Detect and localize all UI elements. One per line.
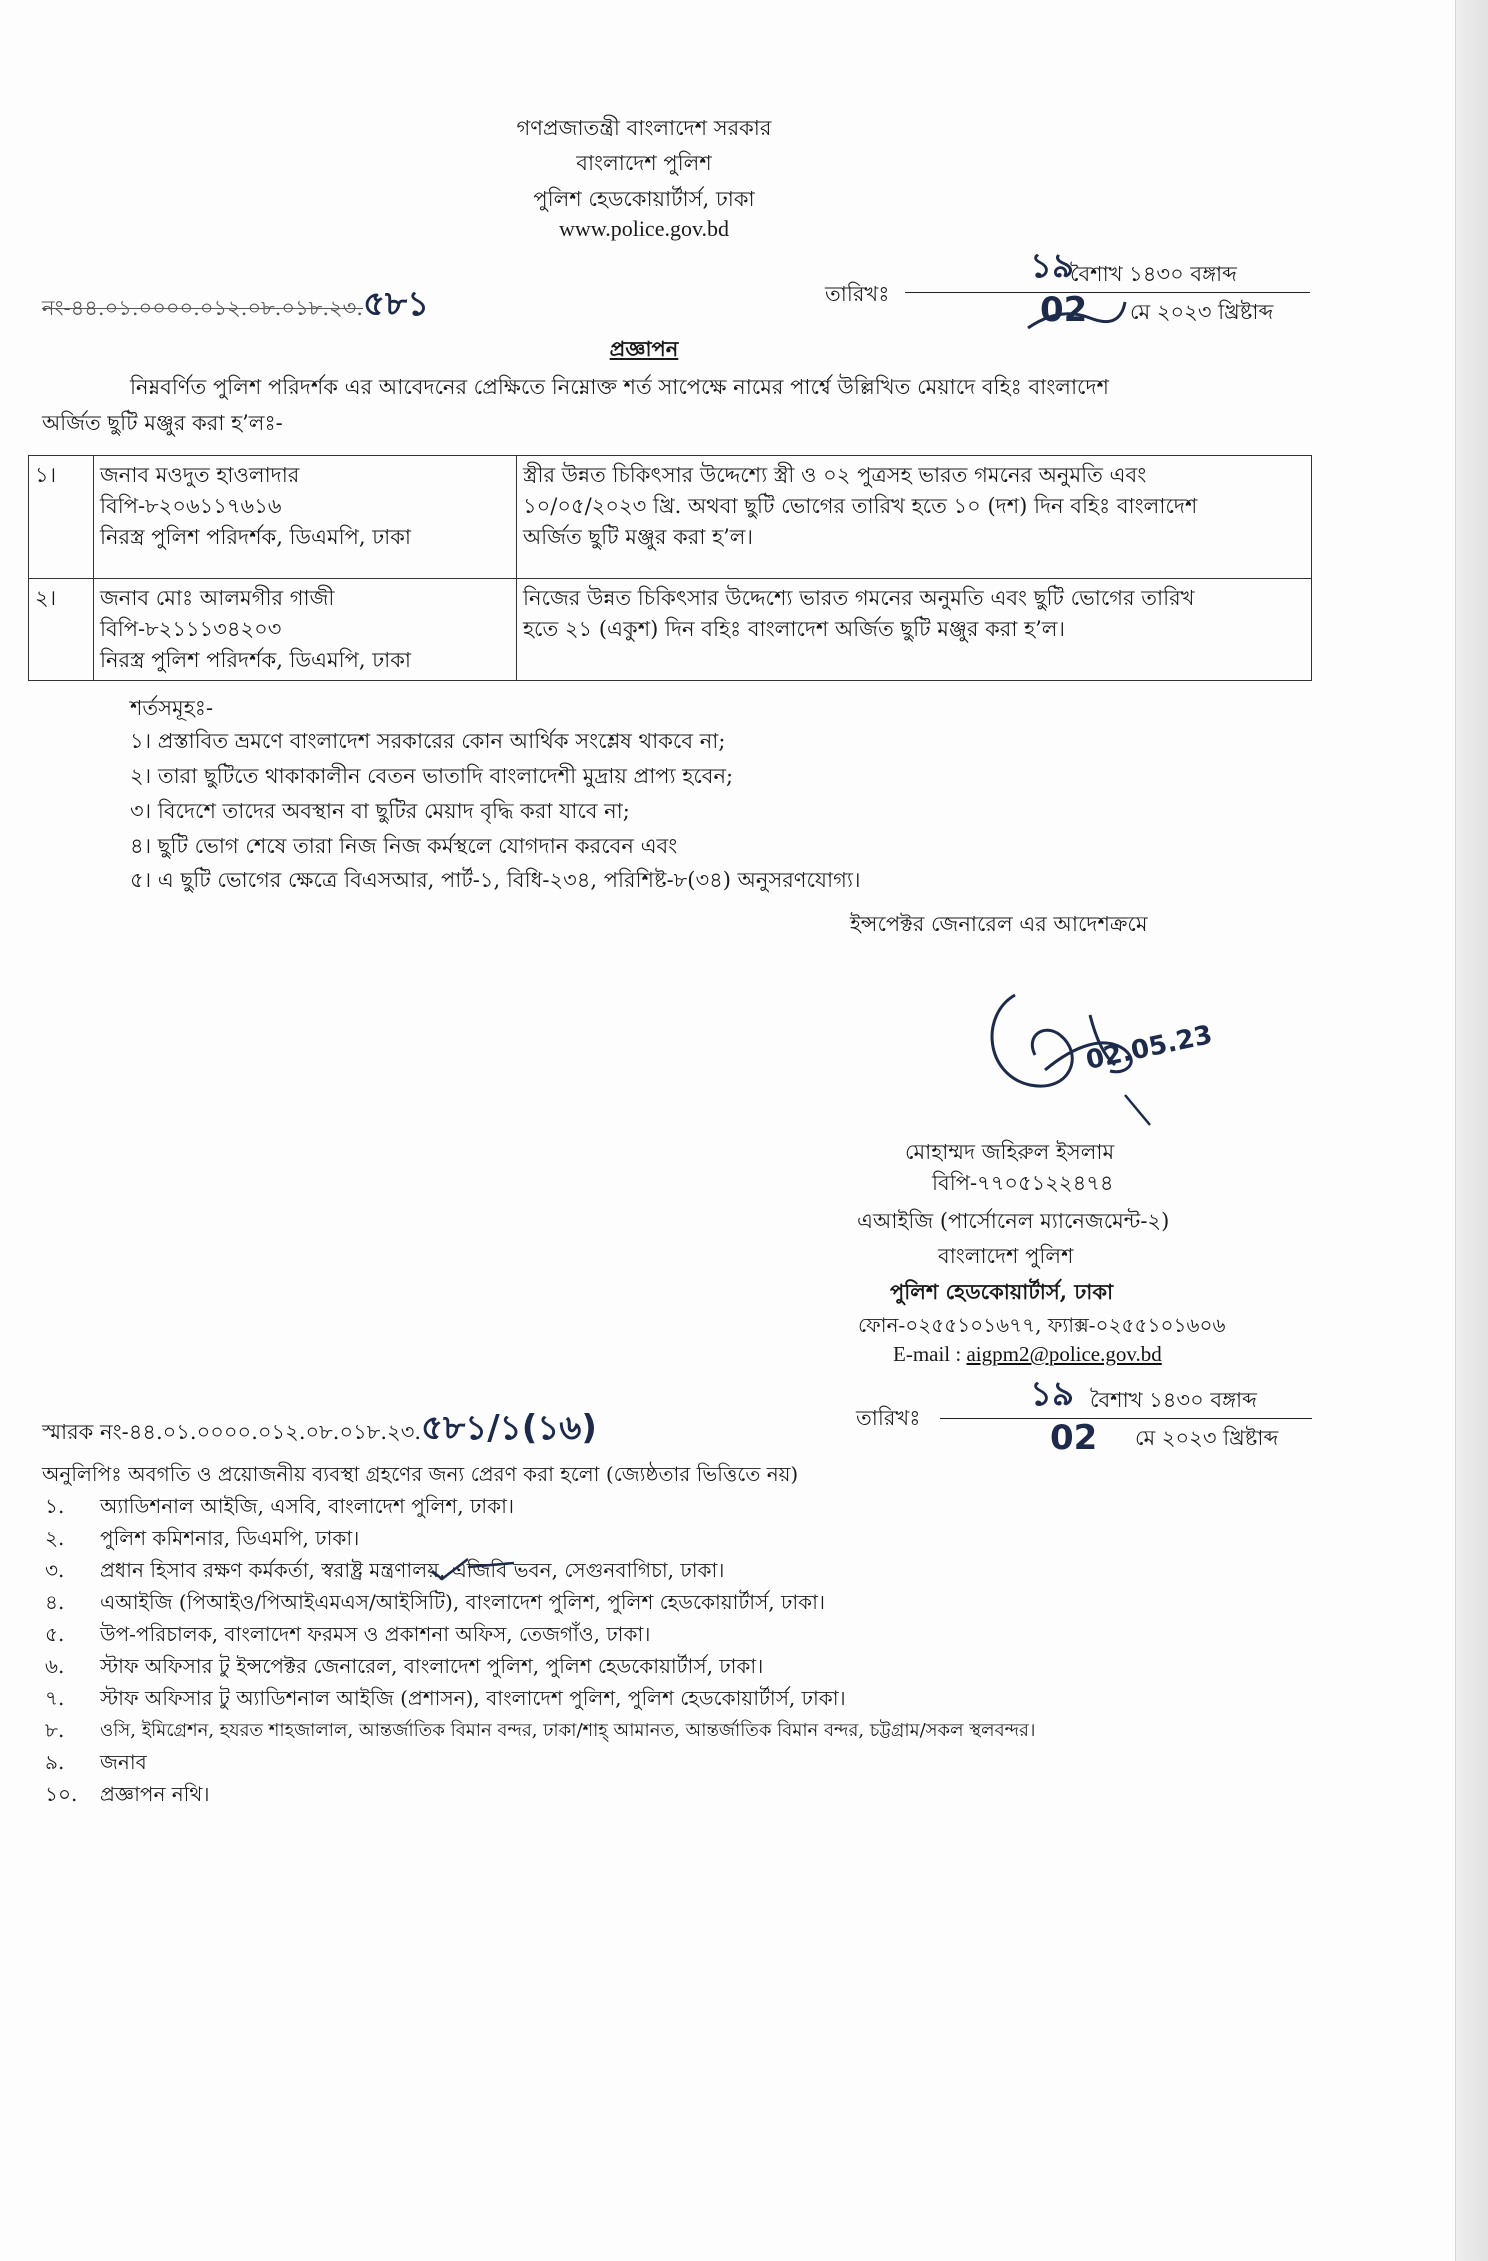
copy-num: ৩. <box>45 1558 65 1582</box>
signature-date: 02.05.23 <box>1083 1019 1216 1077</box>
website: www.police.gov.bd <box>558 216 730 241</box>
copy-item: পুলিশ কমিশনার, ডিএমপি, ঢাকা। <box>100 1526 360 1550</box>
memo2-number-handwritten: ৫৮১/১(১৬) <box>421 1408 597 1448</box>
copies-intro: অনুলিপিঃ অবগতি ও প্রয়োজনীয় ব্যবস্থা গ্রহণের জন্য প্রেরণ করা হলো (জ্যেষ্ঠতার ভিত্তিতে নয়) <box>42 1462 799 1486</box>
leave-line: নিজের উন্নত চিকিৎসার উদ্দেশ্যে ভারত গমনের অনুমতি এবং ছুটি ভোগের তারিখ <box>523 586 1195 610</box>
signatory-name: মোহাম্মদ জহিরুল ইসলাম <box>905 1140 1115 1164</box>
table-row <box>29 456 1312 579</box>
handwritten-tick <box>428 1553 518 1583</box>
memo2-date-divider <box>940 1418 1312 1419</box>
copy-item: প্রজ্ঞাপন নথি। <box>100 1782 210 1806</box>
officer-cell <box>94 456 517 579</box>
copy-num: ৬. <box>45 1654 65 1678</box>
leave-details-cell <box>517 579 1312 681</box>
copy-item: অ্যাডিশনাল আইজি, এসবি, বাংলাদেশ পুলিশ, ঢাকা। <box>100 1494 515 1518</box>
copy-num: ৫. <box>45 1622 65 1646</box>
date-bangla: বৈশাখ ১৪৩০ বঙ্গাব্দ <box>1070 262 1237 286</box>
org-name: বাংলাদেশ পুলিশ <box>576 151 712 175</box>
memo-number-handwritten: ৫৮১ <box>362 284 430 324</box>
memo2-date-label: তারিখঃ <box>856 1406 921 1430</box>
copy-item: এআইজি (পিআইও/পিআইএমএস/আইসিটি), বাংলাদেশ পুলিশ, পুলিশ হেডকোয়ার্টার্স, ঢাকা। <box>100 1590 826 1614</box>
conditions-heading: শর্তসমূহঃ- <box>130 696 214 720</box>
leave-line: হতে ২১ (একুশ) দিন বহিঃ বাংলাদেশ অর্জিত ছুটি মঞ্জুর করা হ’ল। <box>523 617 1065 641</box>
email-link[interactable]: aigpm2@police.gov.bd <box>966 1342 1162 1366</box>
memo2-date-english: মে ২০২৩ খ্রিষ্টাব্দ <box>1135 1426 1279 1450</box>
memo-number: নং-৪৪.০১.০০০০.০১২.০৮.০১৮.২৩.৫৮১ <box>42 284 430 324</box>
date-english-handwritten: 02 <box>1040 290 1088 330</box>
leave-table <box>28 455 1312 681</box>
copy-item: স্টাফ অফিসার টু অ্যাডিশনাল আইজি (প্রশাসন), বাংলাদেশ পুলিশ, পুলিশ হেডকোয়ার্টার্স, ঢাকা। <box>100 1686 846 1710</box>
date-english: মে ২০২৩ খ্রিষ্টাব্দ <box>1130 300 1274 324</box>
copy-item: ওসি, ইমিগ্রেশন, হযরত শাহজালাল, আন্তর্জাতিক বিমান বন্দর, ঢাকা/শাহ্ আমানত, আন্তর্জাতিক বিমান বন্দর, চট্টগ্রাম/সকল স্থলবন্দর। <box>100 1720 1036 1741</box>
table-row <box>29 579 1312 681</box>
copy-num: ১০. <box>45 1782 78 1806</box>
memo2-date-bangla: বৈশাখ ১৪৩০ বঙ্গাব্দ <box>1090 1388 1257 1412</box>
memo2-date-bangla-handwritten: ১৯ <box>1030 1374 1075 1414</box>
copy-item: জনাব <box>100 1750 147 1774</box>
condition-item: ৩। বিদেশে তাদের অবস্থান বা ছুটির মেয়াদ বৃদ্ধি করা যাবে না; <box>130 799 630 823</box>
condition-item: ৫। এ ছুটি ভোগের ক্ষেত্রে বিএসআর, পার্ট-১, বিধি-২৩৪, পরিশিষ্ট-৮(৩৪) অনুসরণযোগ্য। <box>130 868 861 892</box>
condition-item: ৪। ছুটি ভোগ শেষে তারা নিজ নিজ কর্মস্থলে যোগদান করবেন এবং <box>130 834 678 858</box>
notice-title: প্রজ্ঞাপন <box>609 336 679 361</box>
notice-intro-line2: অর্জিত ছুটি মঞ্জুর করা হ’লঃ- <box>42 411 283 435</box>
leave-line: ১০/০৫/২০২৩ খ্রি. অথবা ছুটি ভোগের তারিখ হতে ১০ (দশ) দিন বহিঃ বাংলাদেশ <box>523 494 1198 518</box>
officer-bp: বিপি-৮২০৬১১৭৬১৬ <box>100 494 282 518</box>
page-edge <box>1455 0 1488 2261</box>
copy-num: ৭. <box>45 1686 65 1710</box>
copy-num: ৪. <box>45 1590 65 1614</box>
signatory-designation: এআইজি (পার্সোনেল ম্যানেজমেন্ট-২) <box>857 1209 1170 1233</box>
copy-num: ৮. <box>45 1718 65 1742</box>
copy-num: ১. <box>45 1494 65 1518</box>
condition-item: ১। প্রস্তাবিত ভ্রমণে বাংলাদেশ সরকারের কোন আর্থিক সংশ্লেষ থাকবে না; <box>130 729 726 753</box>
leave-line: স্ত্রীর উন্নত চিকিৎসার উদ্দেশ্যে স্ত্রী ও ০২ পুত্রসহ ভারত গমনের অনুমতি এবং <box>523 463 1147 487</box>
officer-designation: নিরস্ত্র পুলিশ পরিদর্শক, ডিএমপি, ঢাকা <box>100 648 412 672</box>
leave-details-cell <box>517 456 1312 579</box>
signatory-office: পুলিশ হেডকোয়ার্টার্স, ঢাকা <box>890 1279 1114 1304</box>
office-name: পুলিশ হেডকোয়ার্টার্স, ঢাকা <box>533 187 755 211</box>
copy-item: স্টাফ অফিসার টু ইন্সপেক্টর জেনারেল, বাংলাদেশ পুলিশ, পুলিশ হেডকোয়ার্টার্স, ঢাকা। <box>100 1654 764 1678</box>
officer-cell <box>94 579 517 681</box>
notice-intro-line1: নিম্নবর্ণিত পুলিশ পরিদর্শক এর আবেদনের প্রেক্ষিতে নিম্নোক্ত শর্ত সাপেক্ষে নামের পার্শ্বে উল্লিখিত মেয়াদে বহিঃ বাংলাদেশ <box>130 375 1109 399</box>
memo2-number: স্মারক নং-৪৪.০১.০০০০.০১২.০৮.০১৮.২৩.৫৮১/১(১৬) <box>42 1408 597 1448</box>
serial-cell: ১। <box>29 456 94 579</box>
copy-item: প্রধান হিসাব রক্ষণ কর্মকর্তা, স্বরাষ্ট্র মন্ত্রণালয়, এজিবি ভবন, সেগুনবাগিচা, ঢাকা। <box>100 1558 725 1582</box>
serial-cell: ২। <box>29 579 94 681</box>
email-label: E-mail : <box>893 1342 962 1366</box>
officer-bp: বিপি-৮২১১১৩৪২০৩ <box>100 617 282 641</box>
leave-line: অর্জিত ছুটি মঞ্জুর করা হ’ল। <box>523 525 753 549</box>
copy-num: ৯. <box>45 1750 65 1774</box>
memo2-date-english-handwritten: 02 <box>1050 1418 1098 1458</box>
date-handwritten-stroke <box>1020 288 1130 338</box>
signatory-phone-fax: ফোন-০২৫৫১০১৬৭৭, ফ্যাক্স-০২৫৫১০১৬০৬ <box>858 1313 1226 1337</box>
signatory-bp: বিপি-৭৭০৫১২২৪৭৪ <box>932 1171 1114 1195</box>
email-line <box>893 1342 1162 1367</box>
condition-item: ২। তারা ছুটিতে থাকাকালীন বেতন ভাতাদি বাংলাদেশী মুদ্রায় প্রাপ্য হবেন; <box>130 764 734 788</box>
copy-item: উপ-পরিচালক, বাংলাদেশ ফরমস ও প্রকাশনা অফিস, তেজগাঁও, ঢাকা। <box>100 1622 651 1646</box>
officer-designation: নিরস্ত্র পুলিশ পরিদর্শক, ডিএমপি, ঢাকা <box>100 525 412 549</box>
date-label: তারিখঃ <box>825 282 890 306</box>
officer-name: জনাব মোঃ আলমগীর গাজী <box>100 586 335 610</box>
copy-num: ২. <box>45 1526 65 1550</box>
date-bangla-handwritten: ১৯ <box>1030 246 1075 286</box>
order-line: ইন্সপেক্টর জেনারেল এর আদেশক্রমে <box>850 912 1148 936</box>
govt-name: গণপ্রজাতন্ত্রী বাংলাদেশ সরকার <box>516 116 772 140</box>
signatory-org: বাংলাদেশ পুলিশ <box>938 1244 1074 1268</box>
officer-name: জনাব মওদুত হাওলাদার <box>100 463 300 487</box>
